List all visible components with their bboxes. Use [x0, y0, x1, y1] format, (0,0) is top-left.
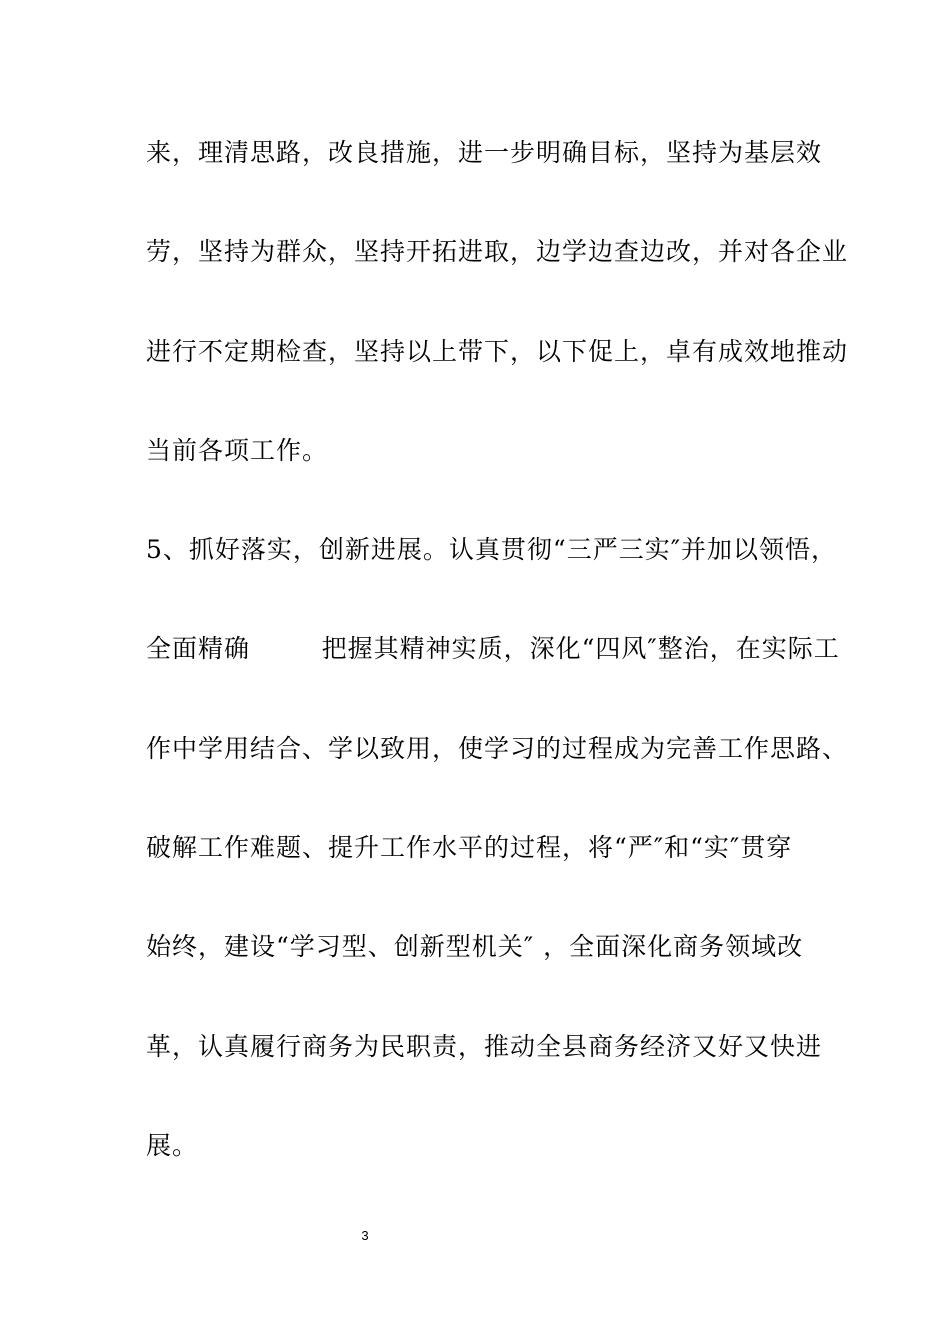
text-line: 当前各项工作。 — [146, 436, 329, 465]
text-line: 全面精确 把握其精神实质，深化“四风″整治，在实际工 — [146, 634, 840, 663]
page-number: 3 — [361, 1228, 369, 1243]
text-line: 进行不定期检查，坚持以上带下，以下促上，卓有成效地推动 — [146, 337, 849, 366]
paragraph-heading-line: 5、抓好落实，创新进展。认真贯彻“三严三实″并加以领悟， — [146, 535, 838, 564]
text-line: 作中学用结合、学以致用，使学习的过程成为完善工作思路、 — [146, 734, 849, 763]
text-line: 劳，坚持为群众，坚持开拓进取，边学边查边改，并对各企业 — [146, 237, 849, 266]
text-line: 革，认真履行商务为民职责，推动全县商务经济又好又快进 — [146, 1032, 823, 1061]
text-line: 破解工作难题、提升工作水平的过程，将“严″和“实″贯穿 — [146, 833, 793, 862]
text-line: 来，理清思路，改良措施，进一步明确目标，坚持为基层效 — [146, 138, 823, 167]
text-line: 展。 — [146, 1131, 199, 1160]
text-line: 始终，建设“学习型、创新型机关″ ，全面深化商务领域改 — [146, 932, 804, 961]
